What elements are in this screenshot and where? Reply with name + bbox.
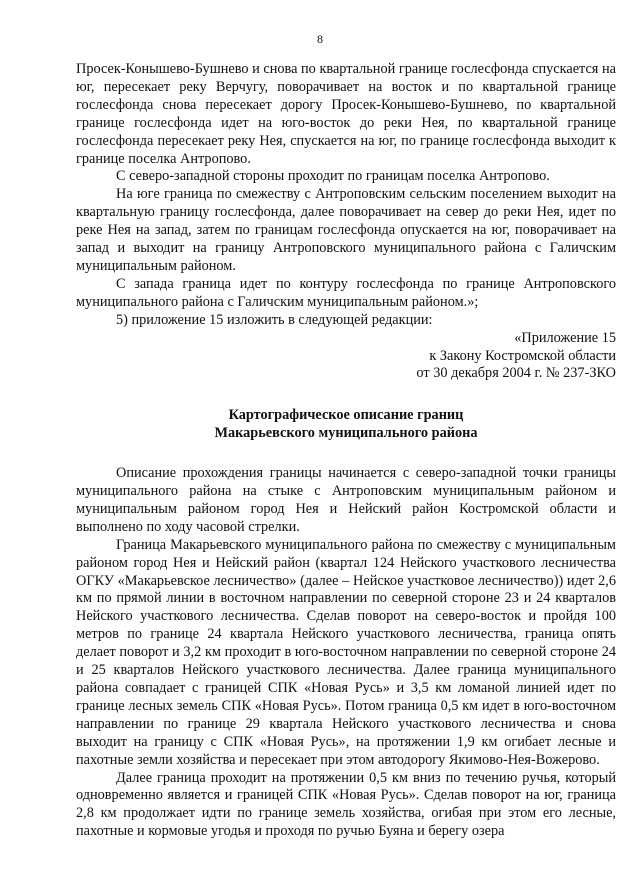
paragraph-continuation: Просек-Конышево-Бушнево и снова по квартальной границе гослесфонда спускается на юг, пересекает реку Верчугу, поворачивает на восток и по квартальной границе гослесфонда снова пересекает дорогу Просек-Конышево-Бушнево, по квартальной границе гослесфонда идет на юго-восток до реки Нея, по квартальной границе гослесфонда пересекает реку Нея, спускается на юг, по границе гослесфонда выходит к границе поселка Антропово. <box>76 61 616 167</box>
page-number: 8 <box>317 32 323 46</box>
paragraph-west-boundary: С запада граница идет по контуру гослесфонда по границе Антроповского муниципального района с Галичским муниципальным районом.»; <box>76 275 616 310</box>
heading-line-1: Картографическое описание границ <box>228 407 464 424</box>
appendix-line-1: «Приложение 15 <box>514 329 616 346</box>
paragraph-northwest-side: С северо-западной стороны проходит по границам поселка Антропово. <box>116 168 550 185</box>
paragraph-south-boundary: На юге граница по смежеству с Антроповским сельским поселением выходит на квартальную границу гослесфонда, далее поворачивает на север до реки Нея, идет по реке Нея на запад, затем по границам гослесфонда опускается на юг, поворачивает на запад и выходит на границу Антроповского муниципального района с Галичским муниципальным районом. <box>76 186 616 274</box>
heading-line-2: Макарьевского муниципального района <box>214 425 478 442</box>
section-heading <box>76 407 616 443</box>
paragraph-stream-border: Далее граница проходит на протяжении 0,5 км вниз по течению ручья, который одновременно является и границей СПК «Новая Русь». Сделав поворот на юг, граница 2,8 км продолжает идти по границе земель хозяйства, огибая при этом его лесные, пахотные и кормовые угодья и проходя по ручью Буяна и берегу озера <box>76 769 616 840</box>
appendix-line-3: от 30 декабря 2004 г. № 237-ЗКО <box>416 365 616 382</box>
paragraph-amendment-item: 5) приложение 15 изложить в следующей редакции: <box>116 311 433 328</box>
paragraph-description-start: Описание прохождения границы начинается с северо-западной точки границы муниципального района на стыке с Антроповским муниципальным районом и муниципальным районом город Нея и Нейский район Костромской области и выполнено по ходу часовой стрелки. <box>76 465 616 535</box>
appendix-reference <box>76 330 616 384</box>
paragraph-neya-border: Граница Макарьевского муниципального района по смежеству с муниципальным районом город Нея и Нейский район (квартал 124 Нейского участкового лесничества ОГКУ «Макарьевское лесничество» (далее – Нейское участковое лесничество)) идет 2,6 км по прямой линии в восточном направлении по северной стороне 23 и 24 кварталов Нейского участкового лесничества. Сделав поворот на северо-восток и пройдя 100 метров по границе 24 квартала Нейского участкового лесничества, граница опять делает поворот и 3,2 км проходит в юго-восточном направлении по северной стороне 24 и 25 кварталов Нейского участкового лесничества. Далее граница муниципального района совпадает с границей СПК «Новая Русь» и 3,5 км ломаной линией идет по границе лесных земель СПК «Новая Русь». Потом граница 0,5 км идет в юго-восточном направлении по границе 29 квартала Нейского участкового лесничества и снова выходит на границу с СПК «Новая Русь», на протяжении 1,9 км огибает лесные и пахотные земли хозяйства и пересекает при этом автодорогу Якимово-Нея-Вожерово. <box>76 536 616 768</box>
document-body <box>76 61 616 841</box>
appendix-line-2: к Закону Костромской области <box>429 347 616 364</box>
